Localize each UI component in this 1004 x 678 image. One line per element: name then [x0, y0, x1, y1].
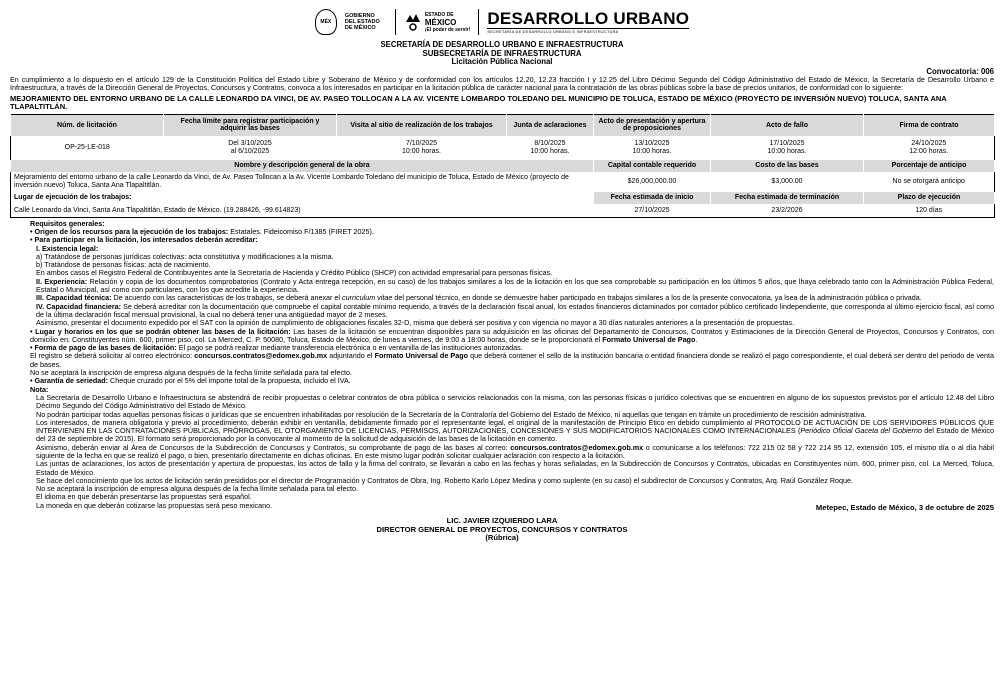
table-header-row	[11, 114, 995, 136]
nota-5: Las juntas de aclaraciones, los actos de presentación y apertura de propuestas, los actos de fallo y la firma del contrato, se llevarán a cabo en las fechas y horas señaladas, en la Subdirección de Concursos y Contratos, ubicadas en Constituyentes núm. 600, primer piso, col. La Merced, Toluca, Estado de México.	[36, 459, 994, 477]
experiencia-text: Relación y copia de los documentos comprobatorios (Contrato y Acta entrega recepción, en su caso) de los trabajos similares a los de la licitación en los que sea comprobable su participación en los últimos 5 años, que lhaya celebrado tanto con la Administración Pública Federal, Estatal o Municipal, así como con particulares, con los que acredite la experiencia.	[36, 276, 995, 295]
capacidad-tecnica-text1: De acuerdo con las características de los trabajos, se deberá anexar el	[111, 293, 343, 303]
existencia-legal: I. Existencia legal:	[36, 243, 99, 253]
garantia-text: Cheque cruzado por el 5% del importe total de la propuesta, incluido el IVA.	[108, 376, 351, 386]
edomex-text	[425, 12, 471, 33]
visita-time: 10:00 horas.	[402, 148, 441, 156]
requirements-section	[10, 218, 995, 513]
cell-nombre: Mejoramiento del entorno urbano de la calle Leonardo da Vinci, de Av. Paseo Tollocan a la Av. Vicente Lombardo Toledano del municipio de Toluca, Estado de México (proyecto de inversión nuevo) Toluca, Santa Ana Tlapaltitlán.	[14, 174, 569, 190]
header-junta: Junta de aclaraciones	[507, 114, 594, 136]
place-date: Metepec, Estado de México, 3 de octubre de 2025	[815, 503, 994, 513]
brand-title: DESARROLLO URBANO	[487, 9, 690, 28]
capacidad-tecnica-label: III. Capacidad técnica:	[36, 293, 112, 303]
fecha-limite-1: Del 3/10/2025	[228, 140, 272, 148]
nota-2: No podrán participar todas aquellas personas físicas o jurídicas que se encuentren inhabilitadas por resolución de la Secretaría de la Contraloría del Gobierno del Estado de México, ni aquellas que tengan en trámite un procedimiento de rescisión administrativa.	[36, 409, 867, 419]
experiencia	[30, 278, 994, 295]
header-presentacion: Acto de presentación y apertura de proposiciones	[594, 114, 711, 136]
fecha-limite-2: al 6/10/2025	[230, 148, 270, 156]
forma-pago-text: El pago se podrá realizar mediante transferencia electrónica o en ventanilla de las instituciones autorizadas.	[176, 343, 523, 353]
header-firma: Firma de contrato	[864, 114, 995, 136]
edomex-line1: ESTADO DE	[424, 11, 454, 18]
cell-plazo: 120 días	[915, 206, 943, 214]
registro-text2: adjuntando el	[327, 351, 375, 361]
lugar-horarios-label: • Lugar y horarios en los que se podrán obtener las bases de la licitación:	[30, 326, 291, 336]
nota-1: La Secretaría de Desarrollo Urbano e Infraestructura se abstendrá de recibir propuestas o celebrar contratos de obra pública o servicios relacionados con la misma, con las personas físicas o jurídico colectivas que se encuentren en alguno de los supuestos previstos por el artículo 12.48 del Libro Décimo Segundo del Código Administrativo del Estado de México.	[36, 392, 994, 411]
cell-visita	[337, 136, 507, 160]
capacidad-tecnica-text2: del personal técnico, en donde se demuestre haber participado en trabajos similares a los de la presente convocatoria, ya lsea de la administración pública o privada.	[392, 293, 922, 303]
firma-date: 24/10/2025	[911, 140, 947, 148]
garantia-label: • Garantía de seriedad:	[30, 376, 109, 386]
participar-heading: • Para participar en la licitación, los interesados deberán acreditar:	[30, 235, 258, 245]
presentacion-date: 13/10/2025	[634, 140, 670, 148]
garantia	[30, 377, 994, 385]
registro-paragraph	[30, 352, 994, 369]
curriculum-vitae-term: curriculum vitae	[342, 293, 393, 303]
nota-title: Nota:	[30, 384, 49, 394]
title-line-1: SECRETARÍA DE DESARROLLO URBANO E INFRAESTRUCTURA	[380, 40, 624, 49]
cell-firma	[864, 136, 995, 160]
fallo-date: 17/10/2025	[769, 140, 805, 148]
junta-time: 10:00 horas.	[530, 148, 570, 156]
cell-terminacion: 23/2/2026	[771, 206, 803, 214]
edomex-mark-icon	[404, 12, 422, 32]
title-line-2: SUBSECRETARÍA DE INFRAESTRUCTURA	[422, 48, 582, 58]
cell-presentacion	[594, 136, 711, 160]
fallo-time: 10:00 horas.	[767, 148, 807, 156]
requirements-title: Requisitos generales:	[30, 218, 105, 228]
signer-position: DIRECTOR GENERAL DE PROYECTOS, CONCURSOS Y CONTRATOS	[376, 524, 628, 534]
title-line-3: Licitación Pública Nacional	[451, 57, 553, 67]
nota-4-text1: Asimismo, deberán enviar al Área de Concursos de la Subdirección de Concursos y Contratos, su comprobante de pago de las bases al correo:	[36, 442, 511, 452]
gov-logo-text: GOBIERNO DEL ESTADO DE MÉXICO	[344, 13, 380, 31]
brand-subtitle: SECRETARÍA DE DESARROLLO URBANO E INFRAESTRUCTURA	[487, 28, 689, 34]
divider	[478, 9, 479, 35]
header-plazo: Plazo de ejecución	[864, 192, 995, 204]
cell-inicio: 27/10/2025	[634, 206, 670, 214]
cell-lugar-label: Lugar de ejecución de los trabajos:	[14, 194, 132, 202]
brand-block	[487, 10, 689, 34]
capacidad-financiera	[30, 303, 994, 320]
origen-text: Estatales. Fideicomiso F/1385 (FIRET 2025).	[228, 226, 374, 236]
edomex-line2: MÉXICO	[424, 17, 457, 27]
visita-date: 7/10/2025	[405, 140, 438, 148]
header-fallo: Acto de fallo	[711, 114, 864, 136]
cell-lugar: Calle Leonardo da Vinci, Santa Ana Tlapaltitlán, Estado de México. (19.288426, -99.614823)	[14, 206, 301, 214]
obra-title: MEJORAMIENTO DEL ENTORNO URBANO DE LA CALLE LEONARDO DA VINCI, DE AV. PASEO TOLLOCAN A LA AV. VICENTE LOMBARDO TOLEDANO DEL MUNICIPIO DE TOLUCA, ESTADO DE MÉXICO (PROYECTO DE INVERSIÓN NUEVO) TOLUCA, SANTA ANA TLAPALTITLÁN.	[10, 93, 947, 112]
existencia-a: a) Tratándose de personas jurídicas colectivas: acta constitutiva y modificaciones a la misma.	[36, 251, 334, 261]
email-link[interactable]: concursos.contratos@edomex.gob.mx	[194, 351, 328, 361]
lugar-horarios-text: Las bases de la licitación se encuentran disponibles para su adquisición en las oficinas del Departamento de Concursos, Contratos y Estimaciones de la Dirección General de Proyectos, Concursos y Contratos, con domicilio en: Constituyentes núm. 600, primer piso, col. La Merced, C. P. 50080, Toluca, Estado de México, de lunes a viernes, de 9:00 a 18:00 horas, donde se le proporcionará el	[30, 326, 994, 344]
header-fecha-limite: Fecha límite para registrar participación y adquirir las bases	[164, 114, 337, 136]
header-visita: Visita al sitio de realización de los trabajos	[337, 114, 507, 136]
nota-4-text2: o comunicarse a los teléfonos: 722 215 02 58 y 722 214 95 12, extensión 105, el mismo día o al día hábil siguiente de la fecha en que se realizó el pago, o bien, presentarlo directamente en dichas oficinas. En este mismo lugar podrán solicitar cualquier aclaración con respecto a la licitación.	[36, 442, 995, 460]
email-link[interactable]: concursos.contratos@edomex.gob.mx	[510, 442, 644, 452]
table-row	[11, 204, 995, 217]
junta-date: 8/10/2025	[534, 140, 566, 148]
edomex-logo	[404, 12, 471, 33]
cell-junta	[507, 136, 594, 160]
header-num: Núm. de licitación	[11, 114, 164, 136]
nota-3-text1: Los interesados, de manera obligatoria y previo al procedimiento, deberán exhibir en ventanilla, debidamente firmado por el representante legal, el original de la manifestación de Principio Ético en debido cumplimiento al PROTOCOLO DE ACTUACIÓN DE LOS SERVIDORES PÚBLICOS QUE INTERVIENEN EN LAS CONTRATACIONES PÚBLICAS, PRÓRROGAS, EL OTORGAMIENTO DE LICENCIAS, PERMISOS, AUTORIZACIONES, CONCESIONES Y SUS MODIFICATORIOS NACIONALES COMO INTERNACIONALES (	[36, 417, 994, 436]
nota-4	[30, 444, 994, 461]
seal-text: MÉX	[320, 18, 332, 25]
header-capital: Capital contable requerido	[594, 160, 711, 172]
table-row	[11, 172, 995, 192]
header-logos	[10, 6, 994, 38]
forma-pago-label: • Forma de pago de las bases de licitación:	[30, 343, 177, 353]
table-row	[11, 192, 995, 204]
rubrica: (Rúbrica)	[485, 533, 519, 543]
gaceta-term: Periódico Oficial Gaceta del Gobierno	[800, 426, 922, 436]
header-costo: Costo de las bases	[711, 160, 864, 172]
origen-label: • Origen de los recursos para la ejecución de los trabajos:	[30, 226, 229, 236]
table-row	[11, 136, 995, 160]
header-nombre: Nombre y descripción general de la obra	[11, 160, 594, 172]
nota-8: El idioma en que deberán presentarse las propuestas será español.	[36, 492, 252, 502]
header-anticipo: Porcentaje de anticipo	[864, 160, 995, 172]
capacidad-financiera-label: IV. Capacidad financiera:	[36, 301, 122, 311]
nota-9: La moneda en que deberán cotizarse las propuestas será peso mexicano.	[36, 500, 273, 510]
header-terminacion: Fecha estimada de terminación	[711, 192, 864, 204]
nota-3-text2: del Estado de México del 23 de septiembre de 2015). El formato será proporcionado por la convocante al momento de la solicitud de adquisición de las bases de la licitación en comento.	[36, 426, 994, 444]
header-inicio: Fecha estimada de inicio	[594, 192, 711, 204]
cell-anticipo: No se otorgará anticipo	[892, 178, 965, 186]
capacidad-financiera-text: Se deberá acreditar con la documentación que compruebe el capital contable mínimo requerido, a través de la declaración fiscal anual, los estados financieros dictaminados por contador público certificado lindependiente, que corresponda al último ejercicio fiscal, así como de la última declaración fiscal mensual provisional, la cual no deberá tener una antigüedad mayor de 2 meses.	[36, 301, 994, 319]
signer-name: LIC. JAVIER IZQUIERDO LARA	[446, 516, 558, 526]
no-acepta-inscripcion: No se aceptará la inscripción de empresa alguna después de la fecha límite señalada para tal efecto.	[30, 368, 353, 378]
divider	[395, 9, 396, 35]
formato-universal-term: Formato Universal de Pago	[602, 334, 696, 344]
intro-paragraph: En cumplimiento a lo dispuesto en el artículo 129 de la Constitución Política del Estado Libre y Soberano de México y de conformidad con los artículos 12.20, 12.23 fracción I y 12.25 del Libro Décimo Segundo del Código Administrativo del Estado de México, la Secretaría de Desarrollo Urbano e Infraestructura, a través de la Dirección General de Proyectos, Concursos y Contratos, convoca a los interesados en participar en la licitación pública de carácter nacional para la contratación de las obras públicas sobre la base de precios unitarios, de conformidad con lo siguiente:	[10, 75, 994, 93]
cell-num: OP-25-LE-018	[64, 144, 110, 152]
firma-time: 12:00 horas.	[909, 148, 949, 156]
formato-universal-term: Formato Universal de Pago	[374, 351, 469, 361]
cell-capital: $26,000,000.00	[627, 178, 677, 186]
registro-text3: que deberá contener el sello de la institución bancaria o entidad financiera donde se realizó el pago correspondiente, el cual deberá ser dentro del periodo de venta de bases.	[30, 351, 995, 369]
edomex-slogan: ¡El poder de servir!	[424, 26, 471, 33]
experiencia-label: II. Experiencia:	[36, 276, 88, 286]
state-seal-icon	[315, 9, 337, 35]
table-header-row	[11, 160, 995, 172]
cell-fallo	[711, 136, 864, 160]
asimismo-financiera: Asimismo, presentar el documento expedido por el SAT con la opinión de cumplimiento de obligaciones fiscales 32-D, misma que deberá ser positiva y con vigencia no mayor a 30 días naturales anteriores a la presentación de propuestas.	[36, 318, 795, 328]
registro-text1: El registro se deberá solicitar al correo electrónico:	[30, 351, 195, 361]
cell-fecha-limite	[164, 136, 337, 160]
lugar-horarios: • Lugar y horarios en los que se podrán obtener las bases de la licitación: Las bases de la licitación se encuentran disponibles para su adquisición en las oficinas del Departamento de Concursos, Contratos y Estimaciones de la Dirección General de Proyectos, Concursos y Contratos, con domicilio en: Constituyentes núm. 600, primer piso, col. La Merced, C. P. 50080, Toluca, Estado de México, de lunes a viernes, de 9:00 a 18:00 horas, donde se le proporcionará el Formato Universal de Pago.	[30, 326, 994, 344]
nota-7: No se aceptará la inscripción de empresa alguna después de la fecha límite señalada para tal efecto.	[36, 484, 359, 494]
cell-costo: $3,000.00	[771, 178, 803, 186]
nota-3	[30, 419, 994, 444]
existencia-b: b) Tratándose de personas físicas: acta de nacimiento.	[36, 260, 211, 270]
nota-6: Se hace del conocimiento que los actos de licitación serán presididos por el director de Programación y Contratos de Obra, Ing. Roberto Karlo López Medina y como suplente (en su caso) el subdirector de Concursos y Contratos, Arq. Raúl González Roque.	[36, 475, 854, 485]
ambos-casos: En ambos casos el Registro Federal de Contribuyentes ante la Secretaría de Hacienda y Crédito Público (SHCP) con actividad empresarial para personas físicas.	[36, 268, 553, 278]
presentacion-time: 10:00 horas.	[632, 148, 672, 156]
bid-table	[10, 114, 995, 218]
convocatoria-number: Convocatoria: 006	[926, 66, 994, 76]
